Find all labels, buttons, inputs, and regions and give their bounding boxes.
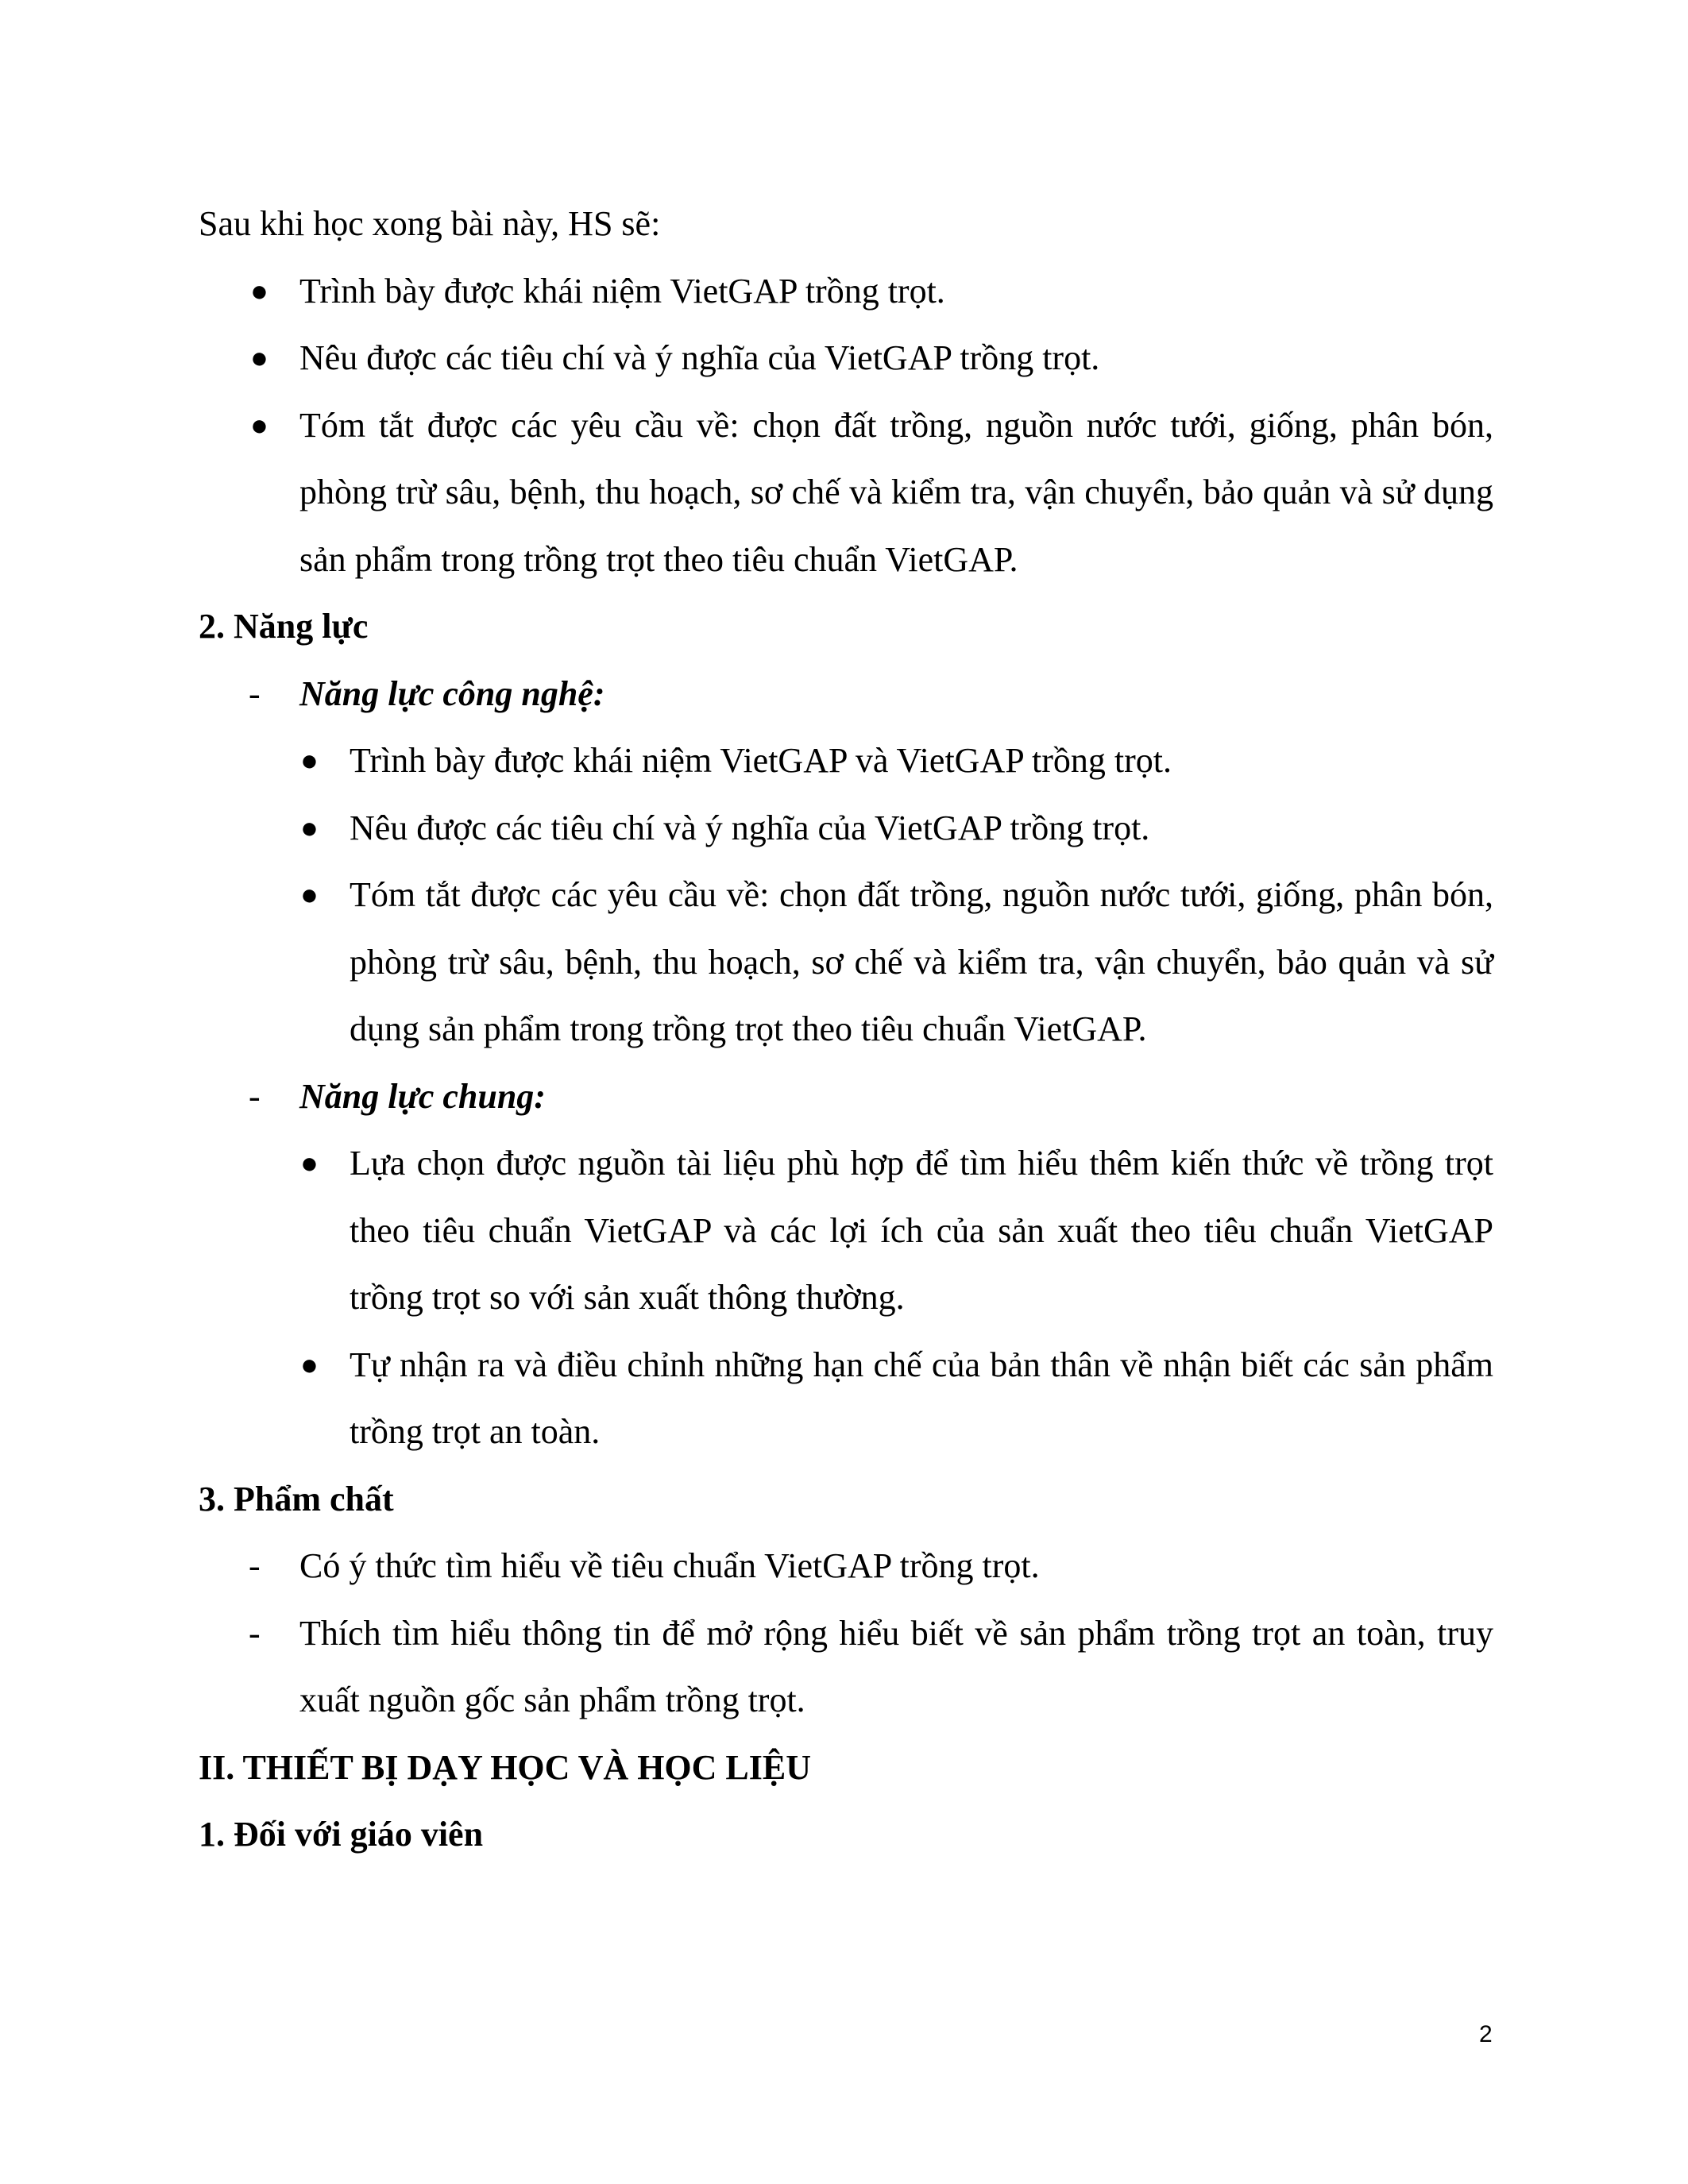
list-item-text: Thích tìm hiểu thông tin để mở rộng hiểu biết về sản phẩm trồng trọt an toàn, truy xuất nguồn gốc sản phẩm trồng trọt. <box>299 1613 1493 1719</box>
quality-list <box>199 1533 1493 1734</box>
subsection-general <box>199 1063 1493 1131</box>
section-heading-pham-chat: 3. Phẩm chất <box>199 1479 394 1518</box>
subsection-heading-giao-vien: 1. Đối với giáo viên <box>199 1815 484 1854</box>
dash-marker: - <box>249 1076 261 1116</box>
list-item-text: Tự nhận ra và điều chỉnh những hạn chế của bản thân về nhận biết các sản phẩm trồng trọt an toàn. <box>350 1345 1493 1451</box>
list-item-text: Nêu được các tiêu chí và ý nghĩa của VietGAP trồng trọt. <box>350 808 1150 847</box>
bullet-icon: ● <box>250 341 268 375</box>
section-heading-nang-luc: 2. Năng lực <box>199 607 369 646</box>
bullet-icon: ● <box>300 1348 319 1382</box>
bullet-icon: ● <box>300 744 319 778</box>
bullet-icon: ● <box>250 408 268 442</box>
list-item <box>199 258 1493 326</box>
list-item <box>199 1332 1493 1466</box>
dash-marker: - <box>249 673 261 713</box>
list-item <box>199 1600 1493 1734</box>
bullet-icon: ● <box>300 811 319 845</box>
list-item <box>199 392 1493 594</box>
list-item <box>199 795 1493 862</box>
list-item-text: Trình bày được khái niệm VietGAP trồng trọt. <box>299 271 945 311</box>
list-item-text: Trình bày được khái niệm VietGAP và VietGAP trồng trọt. <box>350 741 1172 780</box>
list-item-text: Nêu được các tiêu chí và ý nghĩa của VietGAP trồng trọt. <box>299 338 1100 377</box>
list-item-text: Tóm tắt được các yêu cầu về: chọn đất trồng, nguồn nước tưới, giống, phân bón, phòng trừ sâu, bệnh, thu hoạch, sơ chế và kiểm tra, vận chuyển, bảo quản và sử dụng sản phẩm trong trồng trọt theo tiêu chuẩn VietGAP. <box>350 875 1493 1048</box>
bullet-icon: ● <box>300 878 319 912</box>
general-competency-list <box>199 1130 1493 1466</box>
subsection-title: Năng lực chung: <box>299 1076 546 1116</box>
dash-marker: - <box>249 1613 261 1653</box>
subsection-title: Năng lực công nghệ: <box>299 673 605 713</box>
list-item <box>199 1533 1493 1600</box>
list-item <box>199 862 1493 1063</box>
subsection-tech <box>199 661 1493 728</box>
tech-competency-list <box>199 727 1493 1063</box>
list-item-text: Có ý thức tìm hiểu về tiêu chuẩn VietGAP trồng trọt. <box>299 1546 1040 1585</box>
list-item-text: Lựa chọn được nguồn tài liệu phù hợp để tìm hiểu thêm kiến thức về trồng trọt theo tiêu chuẩn VietGAP và các lợi ích của sản xuất theo tiêu chuẩn VietGAP trồng trọt so với sản xuất thông thường. <box>350 1144 1493 1317</box>
knowledge-list <box>199 258 1493 594</box>
intro-text: Sau khi học xong bài này, HS sẽ: <box>199 204 661 243</box>
bullet-icon: ● <box>300 1147 319 1180</box>
page-number: 2 <box>1479 2021 1493 2047</box>
list-item <box>199 727 1493 795</box>
list-item-text: Tóm tắt được các yêu cầu về: chọn đất trồng, nguồn nước tưới, giống, phân bón, phòng trừ sâu, bệnh, thu hoạch, sơ chế và kiểm tra, vận chuyển, bảo quản và sử dụng sản phẩm trong trồng trọt theo tiêu chuẩn VietGAP. <box>299 405 1493 579</box>
list-item <box>199 325 1493 392</box>
section-heading-thiet-bi: II. THIẾT BỊ DẠY HỌC VÀ HỌC LIỆU <box>199 1747 812 1787</box>
bullet-icon: ● <box>250 274 268 308</box>
document-page <box>199 191 1493 1869</box>
list-item <box>199 1130 1493 1332</box>
dash-marker: - <box>249 1546 261 1585</box>
